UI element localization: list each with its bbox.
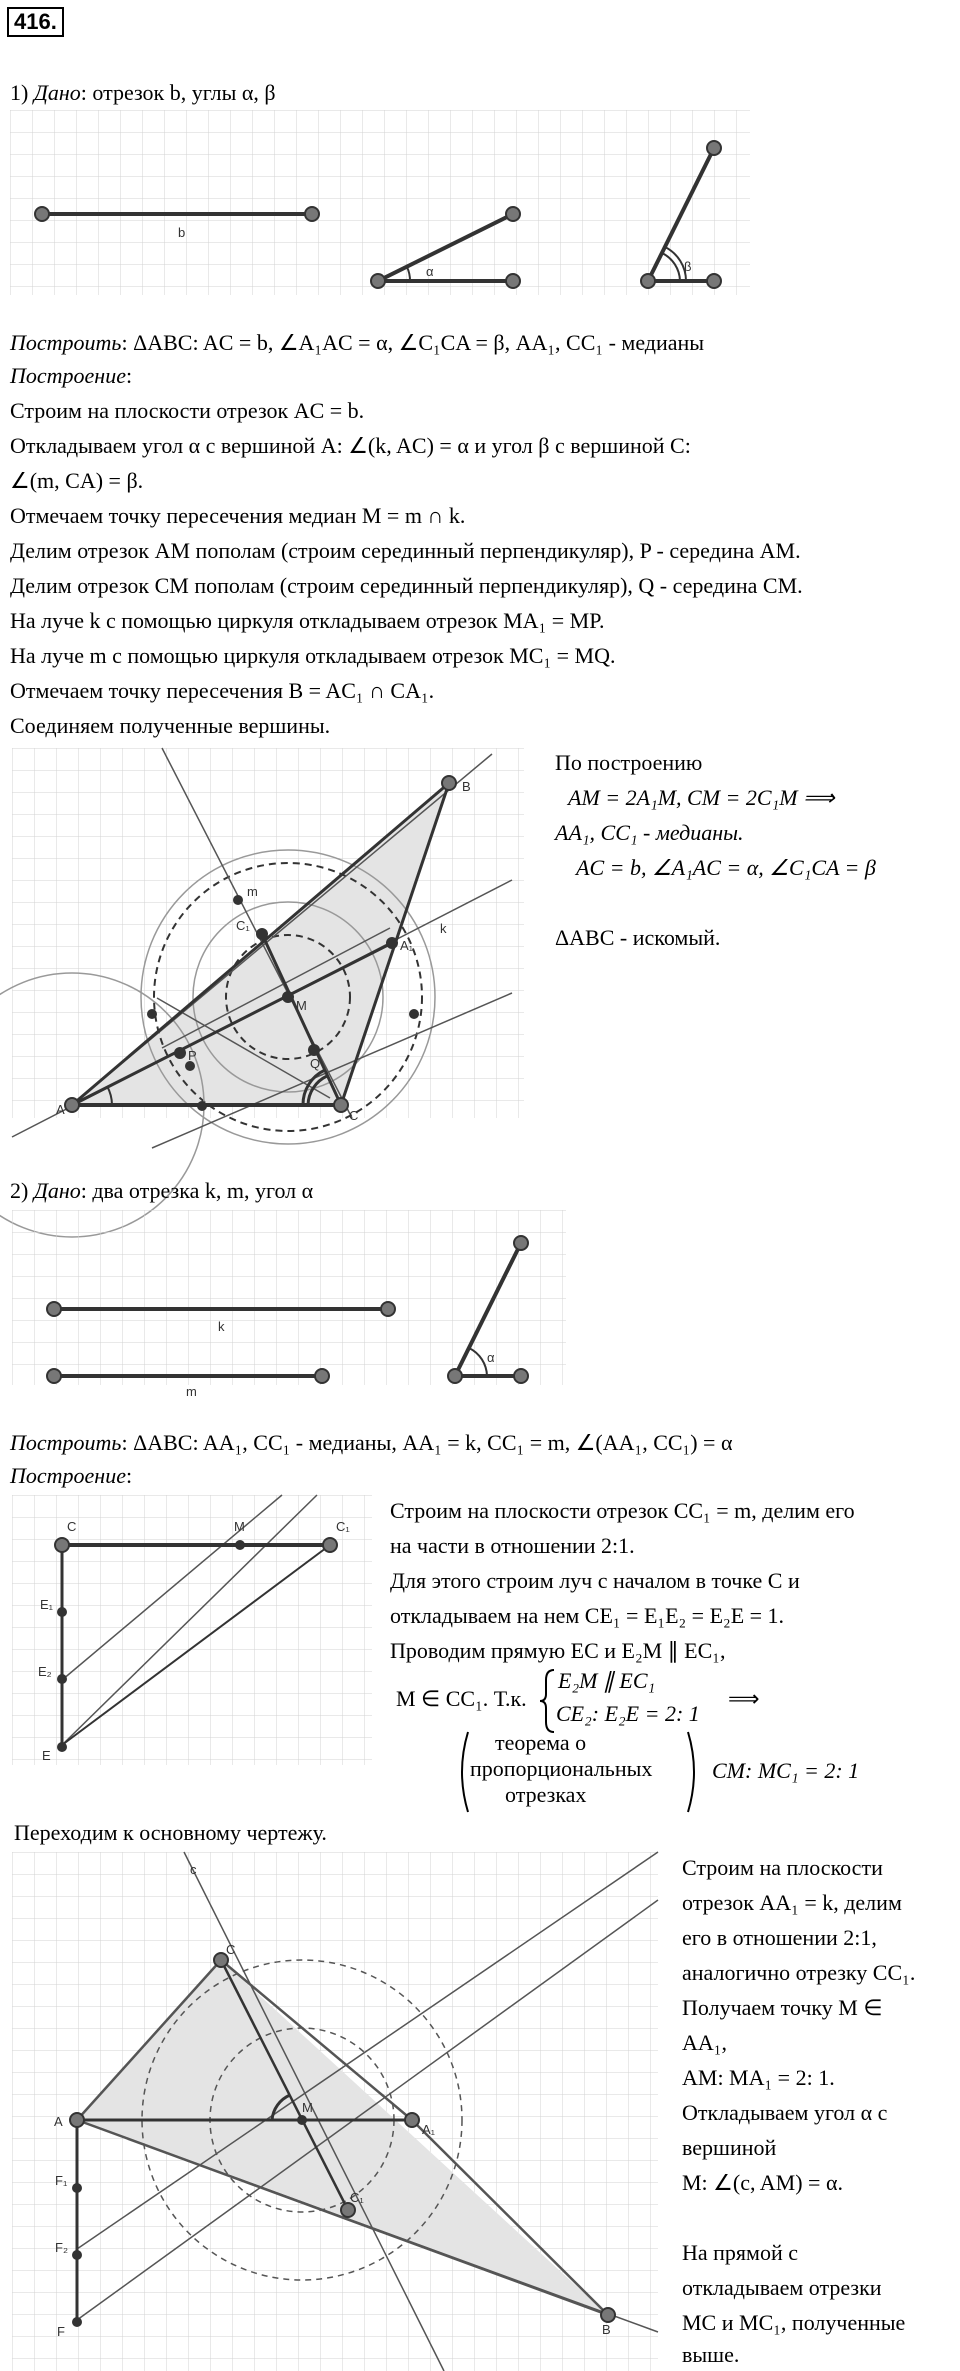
final-step-10: M: ∠(c, AM) = α. <box>682 2170 843 2195</box>
step-9: Отмечаем точку пересечения B = AC₁ ∩ CA₁. <box>10 678 435 703</box>
svg-text:C: C <box>67 1519 77 1534</box>
step-1: Строим на плоскости отрезок AC = b. <box>10 398 365 423</box>
svg-text:E₂: E₂ <box>38 1664 52 1679</box>
system-arrow: ⟹ <box>728 1686 760 1711</box>
final-step-13: откладываем отрезки <box>682 2275 882 2300</box>
theorem-result: CM: MC₁ = 2: 1 <box>712 1758 860 1783</box>
svg-text:A₁: A₁ <box>422 2122 436 2137</box>
system-line-2: CE₂: E₂E = 2: 1 <box>556 1701 700 1726</box>
proof-5: ΔABC - искомый. <box>555 925 721 950</box>
final-step-5: Получаем точку M ∈ <box>682 1995 883 2020</box>
given-figure-1 <box>10 110 750 295</box>
svg-text:F₂: F₂ <box>55 2240 68 2255</box>
svg-text:M: M <box>302 2100 313 2115</box>
label-beta: β <box>684 259 692 274</box>
fig1-label-A: A <box>56 1102 65 1117</box>
transition-text: Переходим к основному чертежу. <box>14 1820 327 1845</box>
part2-heading: 2) Дано: два отрезка k, m, угол α <box>10 1178 314 1203</box>
step-2: Откладываем угол α с вершиной A: ∠(k, AC) = α и угол β с вершиной C: <box>10 433 691 458</box>
fig1-label-A1: A₁ <box>400 938 414 953</box>
step-4: Отмечаем точку пересечения медиан M = m ∩ k. <box>10 503 466 528</box>
proof-3: AA₁, CC₁ - медианы. <box>555 820 744 845</box>
step-3: ∠(m, CA) = β. <box>10 468 144 493</box>
system-line-1: E₂M ∥ EC₁ <box>558 1668 656 1693</box>
proof-4: AC = b, ∠A₁AC = α, ∠C₁CA = β <box>576 855 876 880</box>
svg-text:M: M <box>234 1519 245 1534</box>
svg-text:B: B <box>602 2322 611 2337</box>
svg-text:F₁: F₁ <box>55 2173 68 2188</box>
fig1-label-B: B <box>462 779 471 794</box>
final-step-2: отрезок AA₁ = k, делим <box>682 1890 902 1915</box>
fig1-label-k: k <box>440 921 447 936</box>
svg-text:m: m <box>186 1384 197 1399</box>
final-step-15: выше. <box>682 2342 740 2367</box>
final-step-12: На прямой c <box>682 2240 799 2265</box>
label-b: b <box>178 225 186 240</box>
theorem-paren-right <box>684 1730 704 1814</box>
final-step-6: AA₁, <box>682 2030 727 2055</box>
part1-construction-label: Построение: <box>10 363 133 388</box>
system-brace <box>538 1668 558 1734</box>
proof-1: По построению <box>555 750 703 775</box>
given-figure-2 <box>12 1210 566 1399</box>
theorem-line-2: пропорциональных <box>470 1756 653 1781</box>
theorem-paren-left <box>452 1730 472 1814</box>
fig1-label-M: M <box>296 998 307 1013</box>
part2-step-2: на части в отношении 2:1. <box>390 1533 635 1558</box>
construction-figure-1 <box>12 748 524 1123</box>
label-alpha: α <box>426 264 434 279</box>
fig1-label-C1: C₁ <box>236 918 250 933</box>
final-step-1: Строим на плоскости <box>682 1855 883 1880</box>
problem-number: 416. <box>7 7 64 37</box>
svg-text:C₁: C₁ <box>350 2190 364 2205</box>
final-step-4: аналогично отрезку CC₁. <box>682 1960 916 1985</box>
part2-step-4: откладываем на нем CE₁ = E₁E₂ = E₂E = 1. <box>390 1603 785 1628</box>
step-5: Делим отрезок AM пополам (строим серединный перпендикуляр), P - середина AM. <box>10 538 801 563</box>
svg-text:c: c <box>190 1862 197 1877</box>
theorem-line-1: теорема о <box>495 1730 587 1755</box>
system-prefix: M ∈ CC₁. Т.к. <box>396 1686 527 1711</box>
fig1-label-m: m <box>247 884 258 899</box>
svg-text:C₁: C₁ <box>336 1519 350 1534</box>
svg-text:A: A <box>54 2114 63 2129</box>
part2-construct: Построить: ΔABC: AA₁, CC₁ - медианы, AA₁ = k, CC₁ = m, ∠(AA₁, CC₁) = α <box>10 1430 733 1455</box>
part2-step-1: Строим на плоскости отрезок CC₁ = m, делим его <box>390 1498 855 1523</box>
final-step-9: вершиной <box>682 2135 777 2160</box>
part2-step-3: Для этого строим луч с началом в точке C и <box>390 1568 800 1593</box>
final-step-8: Откладываем угол α с <box>682 2100 888 2125</box>
main-figure-2 <box>12 1852 658 2371</box>
svg-text:E: E <box>42 1748 51 1763</box>
final-step-14: MC и MC₁, полученные <box>682 2310 906 2335</box>
step-6: Делим отрезок CM пополам (строим серединный перпендикуляр), Q - середина CM. <box>10 573 803 598</box>
step-8: На луче m с помощью циркуля откладываем отрезок MC₁ = MQ. <box>10 643 616 668</box>
proof-2: AM = 2A₁M, CM = 2C₁M ⟹ <box>568 785 835 810</box>
theorem-line-3: отрезках <box>505 1782 587 1807</box>
svg-text:α: α <box>487 1350 495 1365</box>
svg-text:F: F <box>57 2324 65 2339</box>
fig1-label-C: C <box>349 1108 359 1123</box>
svg-text:C: C <box>226 1942 236 1957</box>
division-figure <box>12 1495 372 1765</box>
svg-text:k: k <box>218 1319 225 1334</box>
part1-heading: 1) Дано: отрезок b, углы α, β <box>10 80 276 105</box>
fig1-label-P: P <box>188 1048 197 1063</box>
final-step-3: его в отношении 2:1, <box>682 1925 877 1950</box>
part1-construct: Построить: ΔABC: AC = b, ∠A₁AC = α, ∠C₁CA = β, AA₁, CC₁ - медианы <box>10 330 705 355</box>
svg-text:E₁: E₁ <box>40 1597 54 1612</box>
part2-step-5: Проводим прямую EC и E₂M ∥ EC₁, <box>390 1638 726 1663</box>
final-step-7: AM: MA₁ = 2: 1. <box>682 2065 835 2090</box>
step-7: На луче k с помощью циркуля откладываем отрезок MA₁ = MP. <box>10 608 605 633</box>
step-10: Соединяем полученные вершины. <box>10 713 331 738</box>
fig1-label-Q: Q <box>310 1056 321 1071</box>
part2-construction-label: Построение: <box>10 1463 133 1488</box>
